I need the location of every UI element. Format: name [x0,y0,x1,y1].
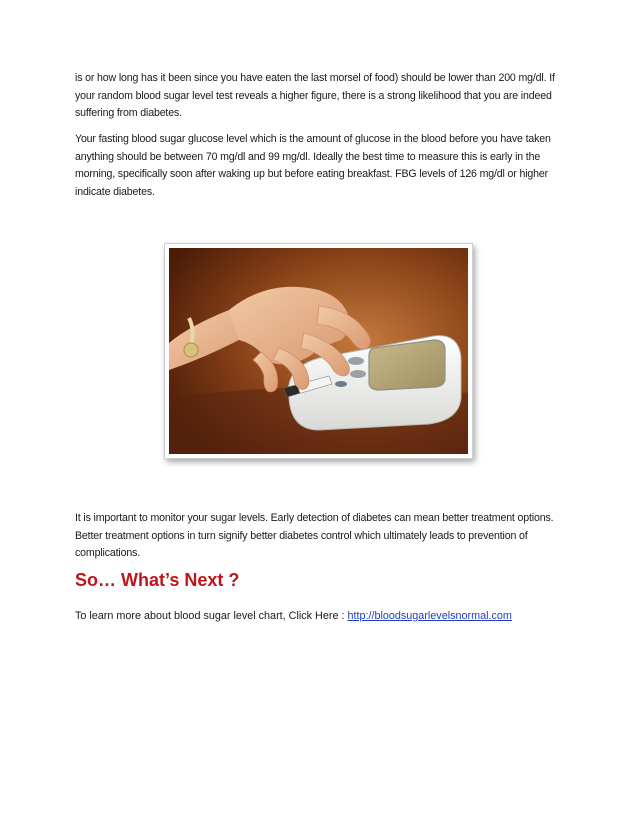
whats-next-heading: So… What’s Next ? [75,570,240,590]
glucose-meter-illustration [169,248,468,454]
meter-button-icon [335,381,347,387]
meter-screen [369,340,445,390]
website-link[interactable]: http://bloodsugarlevelsnormal.com [347,610,512,622]
meter-button-icon [350,370,366,378]
paragraph-fasting-test: Your fasting blood sugar glucose level which is the amount of glucose in the blood before you have taken anything should be between 70 mg/dl and 99 mg/dl. Ideally the best time to measure this is early in the morning, specifically soon after waking up but before eating breakfast. FBG levels of 126 mg/dl or higher indicate diabetes. [75,133,551,198]
paragraph-random-test: is or how long has it been since you have eaten the last morsel of food) should be lower than 200 mg/dl. If your random blood sugar level test reveals a higher figure, there is a strong likelihood that you are indeed suffering from diabetes. [75,72,555,119]
paragraph-monitoring: It is important to monitor your sugar levels. Early detection of diabetes can mean better treatment options. Better treatment options in turn signify better diabetes control which ultimately leads to prevention of complications. [75,512,554,559]
bracelet-charm [184,343,198,357]
meter-button-icon [348,357,364,365]
learn-more-line [75,608,595,625]
glucose-meter-photo [164,243,473,459]
learn-more-text: To learn more about blood sugar level chart, Click Here : [75,610,348,622]
